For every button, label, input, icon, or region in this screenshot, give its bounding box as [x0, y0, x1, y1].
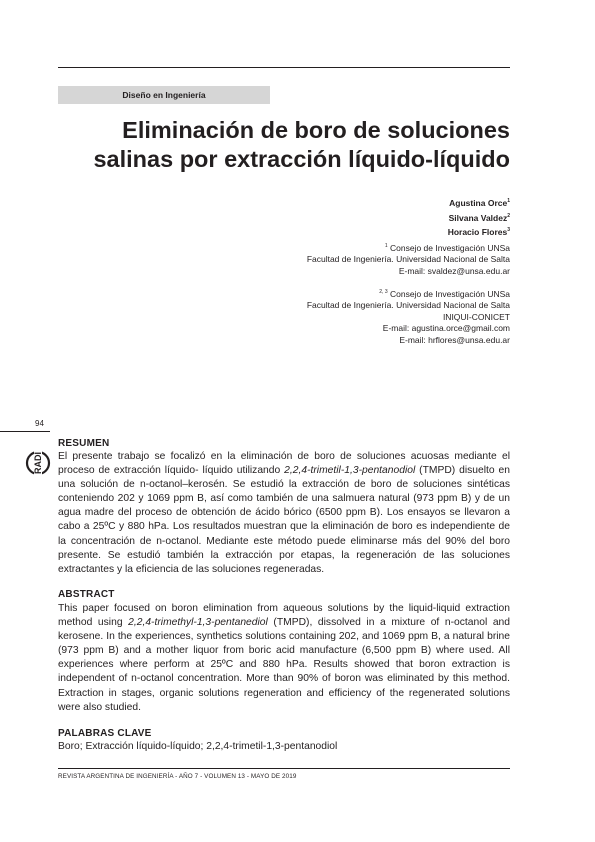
title-line-1: Eliminación de boro de soluciones: [122, 117, 510, 143]
affiliation-1: $^1$ Consejo de Investigación UNSa Facultad de Ingeniería. Universidad Nacional de Salta E-mail: svaldez@unsa.edu.ar: [190, 243, 510, 277]
radi-logo: [25, 441, 51, 485]
abstract-heading: ABSTRACT: [58, 589, 115, 600]
abstract-text: This paper focused on boron elimination from aqueous solutions by the liquid-liquid extraction method using 2,2,4-trimethyl-1,3-pentanediol (TMPD), dissolved in a mixture of n-octanol and kerosene. In the experiences, synthetics solutions containing 202, and 1069 ppm B, a natural brine (973 ppm B) and a mother liquor from boric acid manufacture (6,500 ppm B) where used. All experiences where perform at 25ºC and 880 hPa. Results showed that boron extraction is independent of n-octanol concentration. More than 90% of boron was eliminated by this method. Extraction in stages, organic solutions regeneration and efficiency of the regenerated solutions were also studied.: [58, 603, 511, 713]
author-name: Silvana Valdez$^2$: [448, 212, 510, 223]
affiliation-2-email-2[interactable]: E-mail: hrflores@unsa.edu.ar: [399, 334, 510, 345]
keywords-heading: PALABRAS CLAVE: [58, 728, 152, 739]
radi-logo-text: RADI: [33, 452, 43, 474]
resumen-text: El presente trabajo se focalizó en la eliminación de boro de soluciones acuosas mediante el proceso de extracción líquido- líquido utilizando 2,2,4-trimetil-1,3-pentanodiol (TMPD) disuelto en una solución de n-octanol–kerosén. Se estudió la extracción de boro de soluciones sintéticas conteniendo 202 y 1069 ppm B, así como también de una salmuera natural (973 ppm B) y de un agua madre del proceso de obtención de ácido bórico (6500 ppm B). Los ensayos se llevaron a cabo a 25ºC y 880 hPa. Los resultados muestran que la eliminación de boro es independiente de la concentración de n-octanol. Mediante este método puede eliminarse más del 90% del boro presente. Se estudió también la extracción por etapas, la regeneración de las soluciones extractantes y la eficiencia de las soluciones regeneradas.: [58, 451, 510, 575]
keywords-text: Boro; Extracción líquido-líquido; 2,2,4-trimetil-1,3-pentanodiol: [58, 741, 338, 752]
affiliation-1-email[interactable]: E-mail: svaldez@unsa.edu.ar: [398, 265, 510, 276]
author-list: [210, 196, 510, 240]
author-name: Agustina Orce$^1$: [449, 198, 510, 208]
title-line-2: salinas por extracción líquido-líquido: [93, 146, 510, 172]
top-rule: [58, 67, 510, 68]
author-name: Horacio Flores$^3$: [447, 227, 510, 237]
affiliation-2: $^{2, 3}$ Consejo de Investigación UNSa Facultad de Ingeniería. Universidad Nacional de Salta INIQUI-CONICET E-mail: agustina.orce@gmail.com E-mail: hrflores@unsa.edu.ar: [190, 289, 510, 346]
journal-footer: REVISTA ARGENTINA DE INGENIERÍA - AÑO 7 - VOLUMEN 13 - MAYO DE 2019: [58, 773, 297, 780]
side-rule: [0, 431, 50, 432]
section-label: Diseño en Ingeniería: [58, 86, 270, 104]
affiliation-2-email-1[interactable]: E-mail: agustina.orce@gmail.com: [382, 323, 510, 334]
bottom-rule: [58, 768, 510, 769]
page-number: 94: [35, 419, 44, 428]
resumen-heading: RESUMEN: [58, 438, 110, 449]
article-title: [40, 116, 510, 174]
